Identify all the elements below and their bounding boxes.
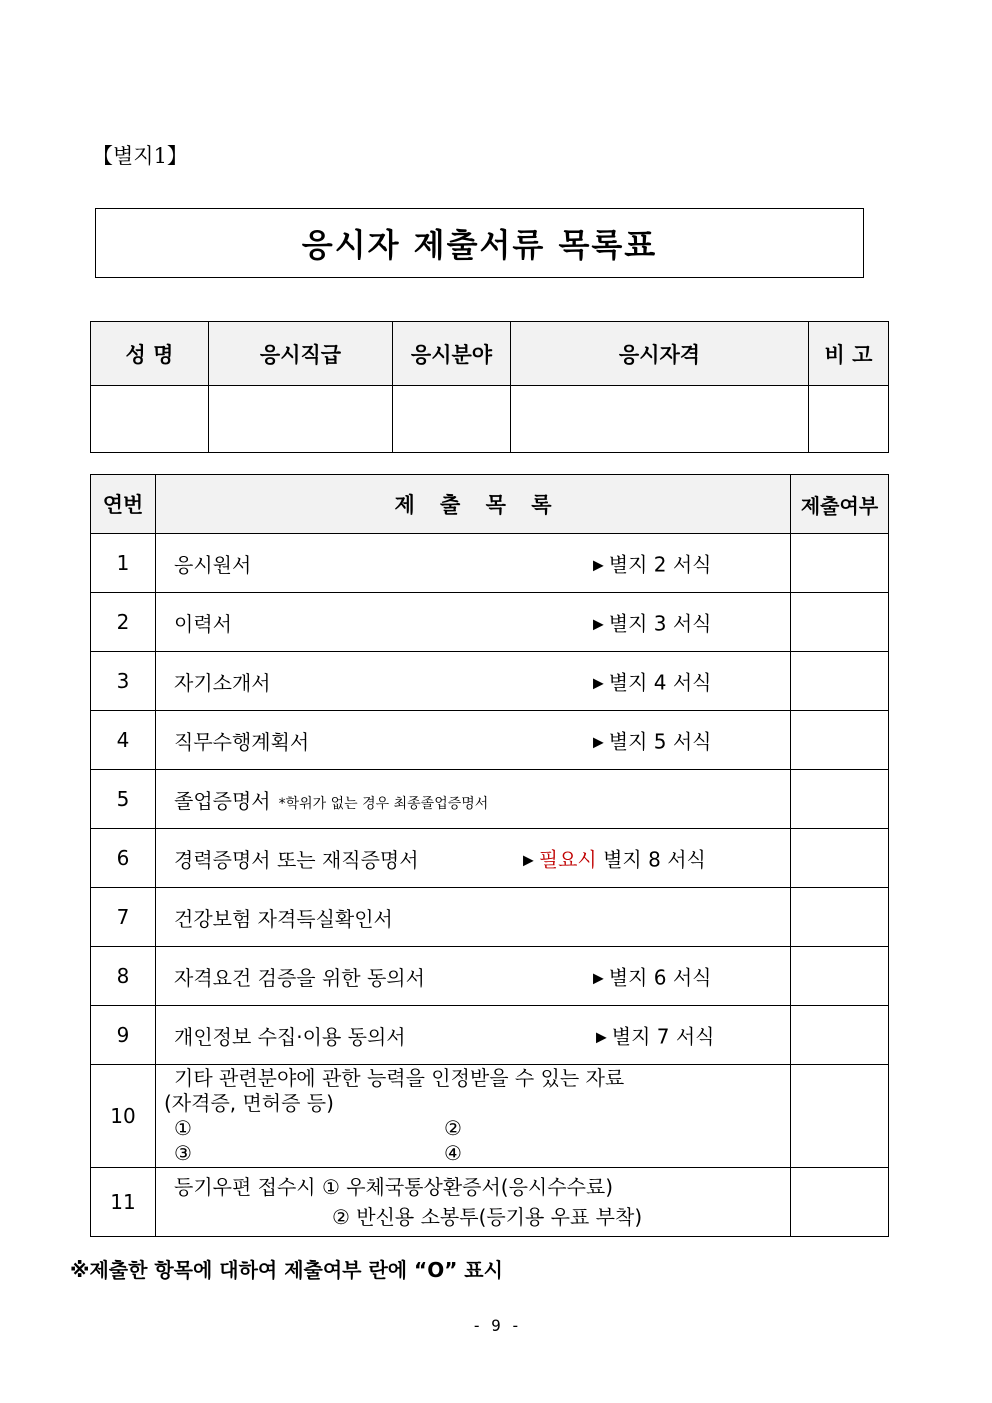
arrow-icon: ▶ (593, 970, 604, 987)
item-note: *학위가 없는 경우 최종졸업증명서 (278, 795, 489, 812)
table-row (91, 1168, 889, 1237)
form-reference: ▶ 필요시 별지 8 서식 (523, 847, 706, 872)
grade-cell[interactable] (209, 386, 393, 453)
row-number: 6 (91, 829, 156, 888)
submitted-check-cell[interactable] (791, 652, 889, 711)
field-cell[interactable] (393, 386, 511, 453)
footnote: ※제출한 항목에 대하여 제출여부 란에 “O” 표시 (70, 1258, 503, 1282)
name-cell[interactable] (91, 386, 209, 453)
arrow-icon: ▶ (523, 852, 534, 869)
form-reference: ▶ 별지 7 서식 (596, 1024, 715, 1049)
header-qualification: 응시자격 (511, 322, 809, 386)
item-line-2: ② 반신용 소봉투(등기용 우표 부착) (332, 1205, 643, 1229)
submitted-check-cell[interactable] (791, 1065, 889, 1168)
submitted-check-cell[interactable] (791, 593, 889, 652)
form-reference: ▶ 별지 2 서식 (593, 552, 712, 577)
arrow-icon: ▶ (593, 557, 604, 574)
row-number: 7 (91, 888, 156, 947)
form-reference: ▶ 별지 5 서식 (593, 729, 712, 754)
header-grade: 응시직급 (209, 322, 393, 386)
item-line-1: 등기우편 접수시 ① 우체국통상환증서(응시수수료) (174, 1175, 614, 1199)
row-number: 11 (91, 1168, 156, 1237)
qualification-cell[interactable] (511, 386, 809, 453)
submission-list-table (90, 474, 889, 1237)
applicant-info-table (90, 321, 889, 453)
list-item: 건강보험 자격득실확인서 (156, 888, 791, 947)
header-remarks: 비 고 (809, 322, 889, 386)
arrow-icon: ▶ (596, 1029, 607, 1046)
list-item (156, 1168, 791, 1237)
submitted-check-cell[interactable] (791, 711, 889, 770)
list-item: 직무수행계획서 ▶ 별지 5 서식 (156, 711, 791, 770)
submitted-check-cell[interactable] (791, 534, 889, 593)
row-number: 1 (91, 534, 156, 593)
header-submitted: 제출여부 (791, 475, 889, 534)
table-row (91, 770, 889, 829)
form-reference: ▶ 별지 6 서식 (593, 965, 712, 990)
submitted-check-cell[interactable] (791, 888, 889, 947)
list-item: 경력증명서 또는 재직증명서 ▶ 필요시 별지 8 서식 (156, 829, 791, 888)
header-name: 성 명 (91, 322, 209, 386)
attachment-label: 【별지1】 (92, 144, 188, 168)
circled-2: ② (444, 1116, 462, 1140)
arrow-icon: ▶ (593, 675, 604, 692)
table-row (91, 829, 889, 888)
row-number: 10 (91, 1065, 156, 1168)
row-number: 5 (91, 770, 156, 829)
circled-3: ③ (174, 1141, 192, 1165)
row-number: 3 (91, 652, 156, 711)
remarks-cell[interactable] (809, 386, 889, 453)
row-number: 9 (91, 1006, 156, 1065)
list-item: 졸업증명서 *학위가 없는 경우 최종졸업증명서 (156, 770, 791, 829)
table-row (91, 652, 889, 711)
table-row (91, 1065, 889, 1168)
submitted-check-cell[interactable] (791, 947, 889, 1006)
table-row (91, 947, 889, 1006)
row-number: 4 (91, 711, 156, 770)
submitted-check-cell[interactable] (791, 829, 889, 888)
list-item: 이력서 ▶ 별지 3 서식 (156, 593, 791, 652)
submitted-check-cell[interactable] (791, 1006, 889, 1065)
table-row (91, 711, 889, 770)
circled-1: ① (174, 1116, 192, 1140)
list-item: 자격요건 검증을 위한 동의서 ▶ 별지 6 서식 (156, 947, 791, 1006)
title-box (95, 208, 864, 278)
submitted-check-cell[interactable] (791, 1168, 889, 1237)
item-line-2: (자격증, 면허증 등) (164, 1091, 334, 1115)
list-item: 응시원서 ▶ 별지 2 서식 (156, 534, 791, 593)
list-item: 개인정보 수집·이용 동의서 ▶ 별지 7 서식 (156, 1006, 791, 1065)
form-reference: ▶ 별지 3 서식 (593, 611, 712, 636)
header-items: 제 출 목 록 (156, 475, 791, 534)
table-row (91, 593, 889, 652)
row-number: 2 (91, 593, 156, 652)
row-number: 8 (91, 947, 156, 1006)
circled-4: ④ (444, 1141, 462, 1165)
page-number: - 9 - (471, 1316, 521, 1335)
item-line-1: 기타 관련분야에 관한 능력을 인정받을 수 있는 자료 (174, 1066, 625, 1090)
submitted-check-cell[interactable] (791, 770, 889, 829)
list-item (156, 1065, 791, 1168)
table-row (91, 534, 889, 593)
header-no: 연번 (91, 475, 156, 534)
header-field: 응시분야 (393, 322, 511, 386)
list-item: 자기소개서 ▶ 별지 4 서식 (156, 652, 791, 711)
table-row (91, 1006, 889, 1065)
table-row (91, 888, 889, 947)
page-title: 응시자 제출서류 목록표 (301, 226, 658, 264)
form-reference: ▶ 별지 4 서식 (593, 670, 712, 695)
if-needed-highlight: 필요시 (538, 847, 597, 872)
arrow-icon: ▶ (593, 616, 604, 633)
arrow-icon: ▶ (593, 734, 604, 751)
